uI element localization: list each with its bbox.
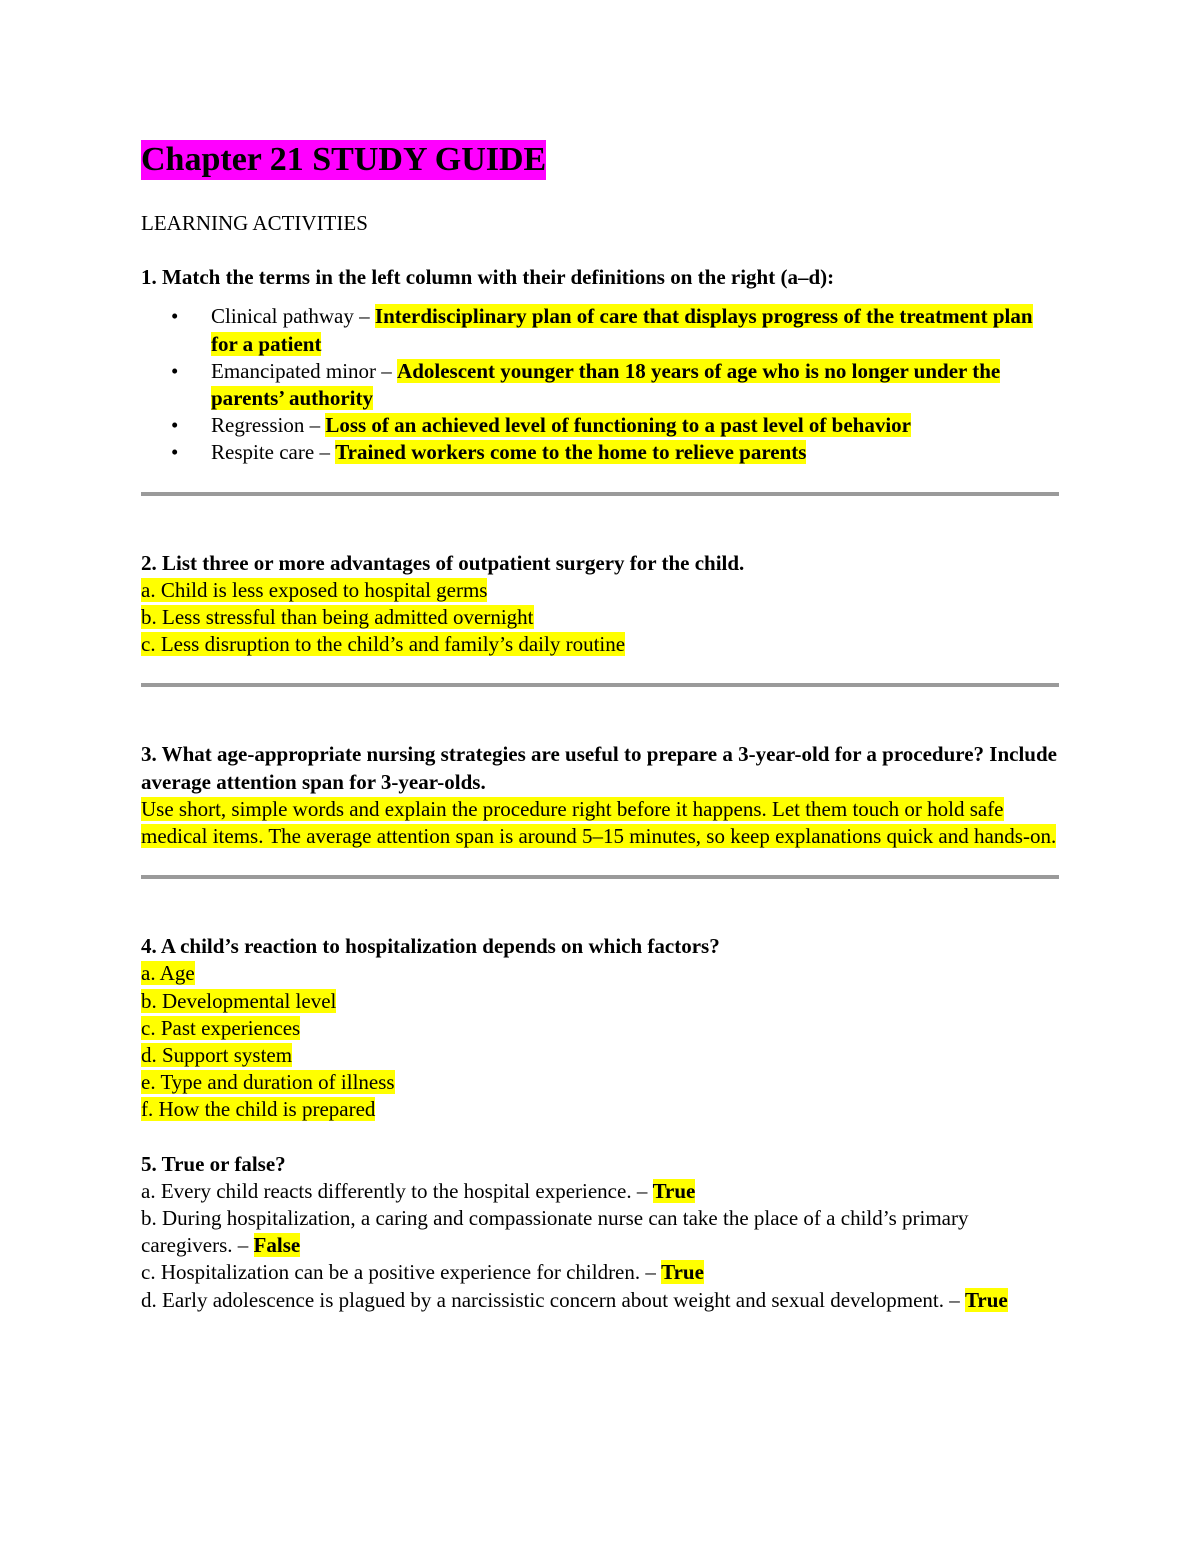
answer-line: f. How the child is prepared [141, 1097, 376, 1122]
list-item [141, 439, 1061, 466]
tf-statement: a. Every child reacts differently to the hospital experience. – [141, 1178, 653, 1203]
answer-line: e. Type and duration of illness [141, 1070, 395, 1095]
tf-item [141, 1287, 1061, 1314]
answer-paragraph: Use short, simple words and explain the procedure right before it happens. Let them touch or hold safe medical items. The average attention span is around 5–15 minutes, so keep explanations quick and hands-on. [141, 796, 1057, 849]
term-definition: Interdisciplinary plan of care that displays progress of the treatment plan for a patient [211, 304, 1033, 356]
tf-item [141, 1259, 1061, 1286]
term-label: Regression – [211, 413, 326, 438]
answer-line: a. Age [141, 961, 195, 986]
bullet-icon: • [171, 358, 179, 383]
term-label: Respite care – [211, 440, 336, 465]
bullet-icon: • [171, 304, 179, 329]
tf-statement: c. Hospitalization can be a positive experience for children. – [141, 1260, 662, 1285]
list-item [141, 412, 1061, 439]
answer-line: c. Past experiences [141, 1015, 301, 1040]
list-item [141, 303, 1061, 357]
question-5: 5. True or false? [141, 1151, 286, 1176]
question-3: 3. What age-appropriate nursing strategies are useful to prepare a 3-year-old for a procedure? Include average attention span for 3-year-olds. [141, 742, 1057, 794]
tf-answer: True [661, 1260, 704, 1285]
term-definition: Trained workers come to the home to relieve parents [335, 440, 807, 465]
tf-answer: False [253, 1233, 301, 1258]
term-label: Emancipated minor – [211, 358, 398, 383]
answer-line: b. Developmental level [141, 988, 337, 1013]
document-content [141, 140, 1061, 1314]
term-definition: Loss of an achieved level of functioning to a past level of behavior [325, 413, 911, 438]
page-title: Chapter 21 STUDY GUIDE [141, 141, 547, 178]
section-label: LEARNING ACTIVITIES [141, 211, 368, 235]
tf-answer: True [652, 1178, 696, 1203]
answer-line: b. Less stressful than being admitted overnight [141, 605, 534, 630]
tf-answer: True [964, 1287, 1008, 1312]
answer-line: d. Support system [141, 1043, 293, 1068]
bullet-icon: • [171, 413, 179, 438]
term-list [141, 303, 1061, 466]
answer-line: c. Less disruption to the child’s and family’s daily routine [141, 632, 626, 657]
term-definition: Adolescent younger than 18 years of age who is no longer under the parents’ authority [211, 358, 1001, 411]
question-1: 1. Match the terms in the left column with their definitions on the right (a–d): [141, 265, 835, 290]
tf-statement: d. Early adolescence is plagued by a narcissistic concern about weight and sexual development. – [141, 1287, 965, 1312]
tf-item [141, 1178, 1061, 1205]
answer-line: a. Child is less exposed to hospital germs [141, 577, 488, 602]
question-2: 2. List three or more advantages of outpatient surgery for the child. [141, 550, 745, 575]
list-item [141, 358, 1061, 412]
question-4: 4. A child’s reaction to hospitalization depends on which factors? [141, 934, 720, 959]
bullet-icon: • [171, 440, 179, 465]
tf-statement: b. During hospitalization, a caring and compassionate nurse can take the place of a child’s primary caregivers. – [141, 1206, 969, 1258]
tf-item [141, 1205, 1061, 1259]
term-label: Clinical pathway – [211, 304, 375, 329]
